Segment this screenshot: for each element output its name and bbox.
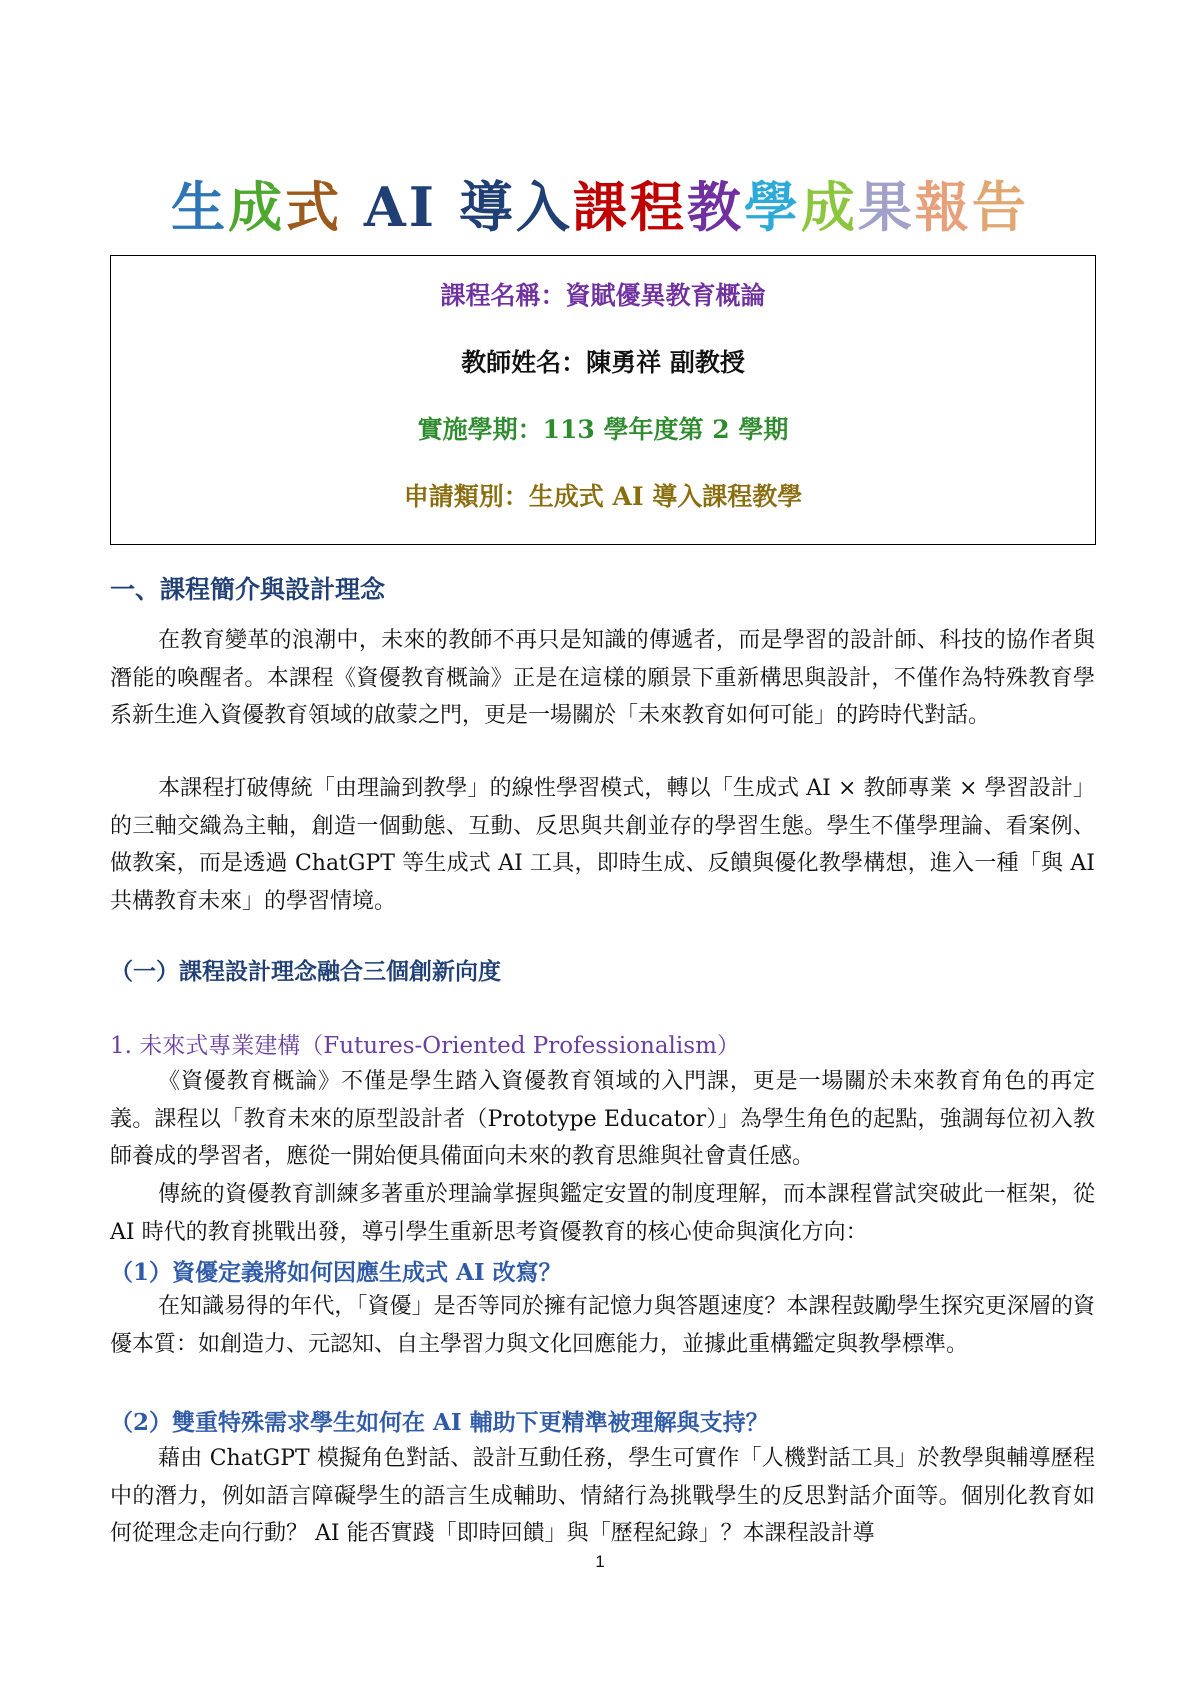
paragraph-question-1: 在知識易得的年代，「資優」是否等同於擁有記憶力與答題速度？本課程鼓勵學生探究更深層的資優本質：如創造力、元認知、自主學習力與文化回應能力，並據此重構鑑定與教學標準。	[110, 1294, 1095, 1357]
title-char: 教	[686, 175, 744, 239]
report-title	[0, 172, 1200, 242]
question-heading-1: （1）資優定義將如何因應生成式 AI 改寫？	[110, 1259, 562, 1286]
course-info-box	[110, 255, 1096, 545]
application-category: 申請類別：生成式 AI 導入課程教學	[403, 482, 803, 511]
paragraph-question-2: 藉由 ChatGPT 模擬角色對話、設計互動任務，學生可實作「人機對話工具」於教學與輔導歷程中的潛力，例如語言障礙學生的語言生成輔助、情緒行為挑戰學生的反思對話介面等。個別化教育如何從理念走向行動？ AI 能否實踐「即時回饋」與「歷程紀錄」？本課程設計導	[110, 1446, 1095, 1546]
title-char: 果	[857, 175, 915, 239]
paragraph-futures-1: 《資優教育概論》不僅是學生踏入資優教育領域的入門課，更是一場關於未來教育角色的再定義。課程以「教育未來的原型設計者（Prototype Educator）」為學生角色的起點，強調每位初入教師養成的學習者，應從一開始便具備面向未來的教育思維與社會責任感。	[110, 1069, 1095, 1169]
title-char: 導	[458, 175, 516, 239]
title-char: 式	[285, 175, 343, 239]
title-char: 報	[914, 175, 972, 239]
paragraph-futures-2: 傳統的資優教育訓練多著重於理論掌握與鑑定安置的制度理解，而本課程嘗試突破此一框架，從 AI 時代的教育挑戰出發，導引學生重新思考資優教育的核心使命與演化方向：	[110, 1182, 1095, 1245]
subsection-heading-innovation: （一）課程設計理念融合三個創新向度	[110, 958, 501, 985]
section-heading-intro: 一、課程簡介與設計理念	[110, 575, 386, 604]
semester: 實施學期：113 學年度第 2 學期	[417, 415, 789, 444]
title-char: 成	[228, 175, 286, 239]
title-char: 生	[171, 175, 229, 239]
page-number: 1	[595, 1552, 605, 1571]
title-char: 學	[743, 175, 801, 239]
teacher-name: 教師姓名：陳勇祥 副教授	[461, 348, 745, 377]
item-heading-futures: 1. 未來式專業建構（Futures-Oriented Professionalism）	[110, 1033, 740, 1059]
paragraph-intro-2: 本課程打破傳統「由理論到教學」的線性學習模式，轉以「生成式 AI × 教師專業 × 學習設計」的三軸交織為主軸，創造一個動態、互動、反思與共創並存的學習生態。學生不僅學理論、看案例、做教案，而是透過 ChatGPT 等生成式 AI 工具，即時生成、反饋與優化教學構想，進入一種「與 AI 共構教育未來」的學習情境。	[110, 776, 1095, 914]
title-char: AI	[342, 175, 459, 239]
title-char: 告	[971, 175, 1029, 239]
paragraph-intro-1: 在教育變革的浪潮中，未來的教師不再只是知識的傳遞者，而是學習的設計師、科技的協作者與潛能的喚醒者。本課程《資優教育概論》正是在這樣的願景下重新構思與設計，不僅作為特殊教育學系新生進入資優教育領域的啟蒙之門，更是一場關於「未來教育如何可能」的跨時代對話。	[110, 628, 1095, 728]
title-char: 入	[515, 175, 573, 239]
title-char: 成	[800, 175, 858, 239]
course-name: 課程名稱：資賦優異教育概論	[440, 281, 766, 310]
title-char: 課	[572, 175, 630, 239]
question-heading-2: （2）雙重特殊需求學生如何在 AI 輔助下更精準被理解與支持？	[110, 1409, 769, 1436]
title-char: 程	[629, 175, 687, 239]
